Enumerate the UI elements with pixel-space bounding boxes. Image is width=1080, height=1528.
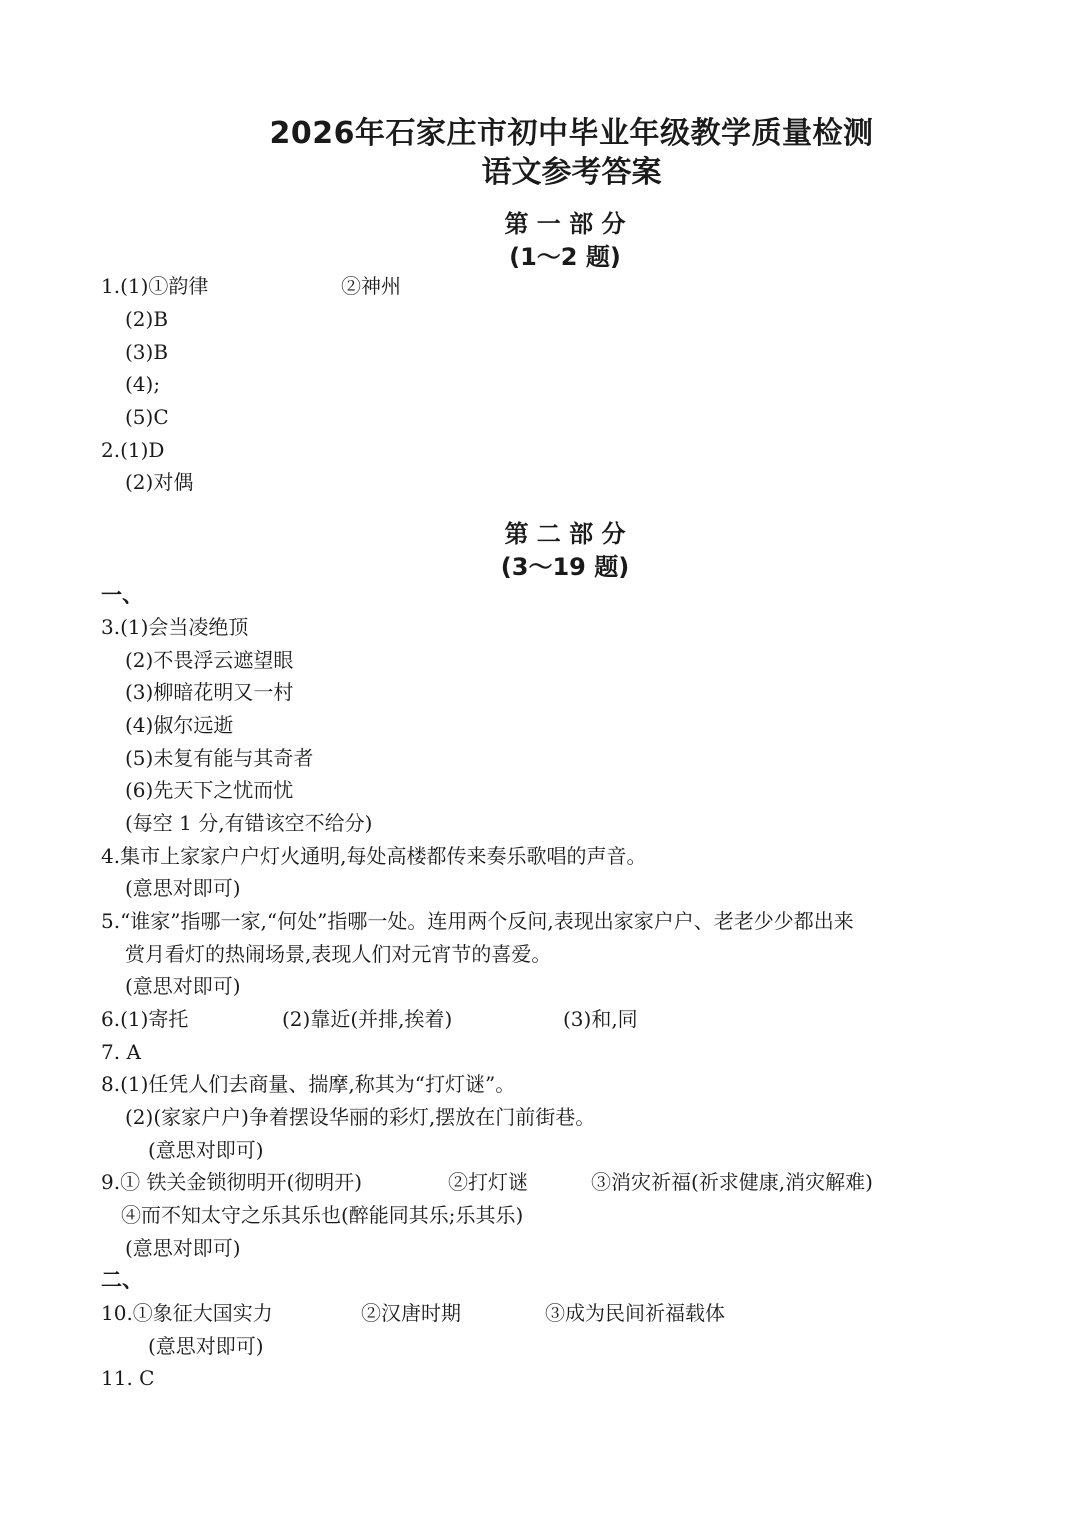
part2-range: (3～19 题) — [500, 553, 630, 581]
part1-heading: 第 一 部 分 — [504, 210, 626, 238]
q3-answer-3: (3)柳暗花明又一村 — [125, 680, 294, 704]
q6-answer-3: (3)和,同 — [563, 1007, 638, 1031]
q1-answer-2: (2)B — [125, 307, 169, 331]
q3-answer-2: (2)不畏浮云遮望眼 — [125, 648, 294, 672]
q11-answer: 11. C — [101, 1366, 155, 1390]
q1-answer-1-1: 1.(1)①韵律 — [101, 274, 209, 298]
section-one-label: 一、 — [101, 583, 143, 607]
q9-answer-4: ④而不知太守之乐其乐也(醉能同其乐;乐其乐) — [121, 1203, 524, 1227]
q9-answer-2: ②打灯谜 — [448, 1170, 528, 1194]
q1-answer-3: (3)B — [125, 340, 169, 364]
q6-answer-1: 6.(1)寄托 — [101, 1007, 189, 1031]
q3-answer-5: (5)未复有能与其奇者 — [125, 746, 314, 770]
q9-answer-1: 9.① 铁关金锁彻明开(彻明开) — [101, 1170, 363, 1194]
q4-answer: 4.集市上家家户户灯火通明,每处高楼都传来奏乐歌唱的声音。 — [101, 844, 647, 868]
q5-answer-line1: 5.“谁家”指哪一家,“何处”指哪一处。连用两个反问,表现出家家户户、老老少少都出来 — [101, 909, 854, 933]
q7-answer: 7. A — [101, 1040, 141, 1064]
q8-answer-2: (2)(家家户户)争着摆设华丽的彩灯,摆放在门前街巷。 — [125, 1105, 596, 1129]
q3-answer-4: (4)俶尔远逝 — [125, 713, 234, 737]
part2-heading: 第 二 部 分 — [504, 520, 626, 548]
q10-answer-1: 10.①象征大国实力 — [101, 1301, 273, 1325]
q1-answer-4: (4); — [125, 372, 161, 396]
q9-note: (意思对即可) — [125, 1236, 241, 1260]
q8-note: (意思对即可) — [148, 1138, 264, 1162]
q10-answer-3: ③成为民间祈福载体 — [545, 1301, 725, 1325]
q3-answer-6: (6)先天下之忧而忧 — [125, 778, 294, 802]
q4-note: (意思对即可) — [125, 876, 241, 900]
document-title: 2026年石家庄市初中毕业年级教学质量检测 — [269, 116, 874, 151]
q2-answer-2: (2)对偶 — [125, 470, 194, 494]
q9-answer-3: ③消灾祈福(祈求健康,消灾解难) — [591, 1170, 873, 1194]
q5-answer-line2: 赏月看灯的热闹场景,表现人们对元宵节的喜爱。 — [125, 942, 552, 966]
q3-answer-1: 3.(1)会当凌绝顶 — [101, 615, 249, 639]
q2-answer-1: 2.(1)D — [101, 438, 165, 462]
q1-answer-5: (5)C — [125, 405, 169, 429]
document-subtitle: 语文参考答案 — [481, 155, 662, 190]
q10-note: (意思对即可) — [148, 1334, 264, 1358]
q8-answer-1: 8.(1)任凭人们去商量、揣摩,称其为“打灯谜”。 — [101, 1072, 516, 1096]
q1-answer-1-2: ②神州 — [341, 274, 401, 298]
part1-range: (1～2 题) — [509, 243, 621, 271]
section-two-label: 二、 — [101, 1268, 143, 1292]
q6-answer-2: (2)靠近(并排,挨着) — [282, 1007, 453, 1031]
q10-answer-2: ②汉唐时期 — [361, 1301, 461, 1325]
q5-note: (意思对即可) — [125, 974, 241, 998]
q3-scoring-note: (每空 1 分,有错该空不给分) — [125, 811, 373, 835]
